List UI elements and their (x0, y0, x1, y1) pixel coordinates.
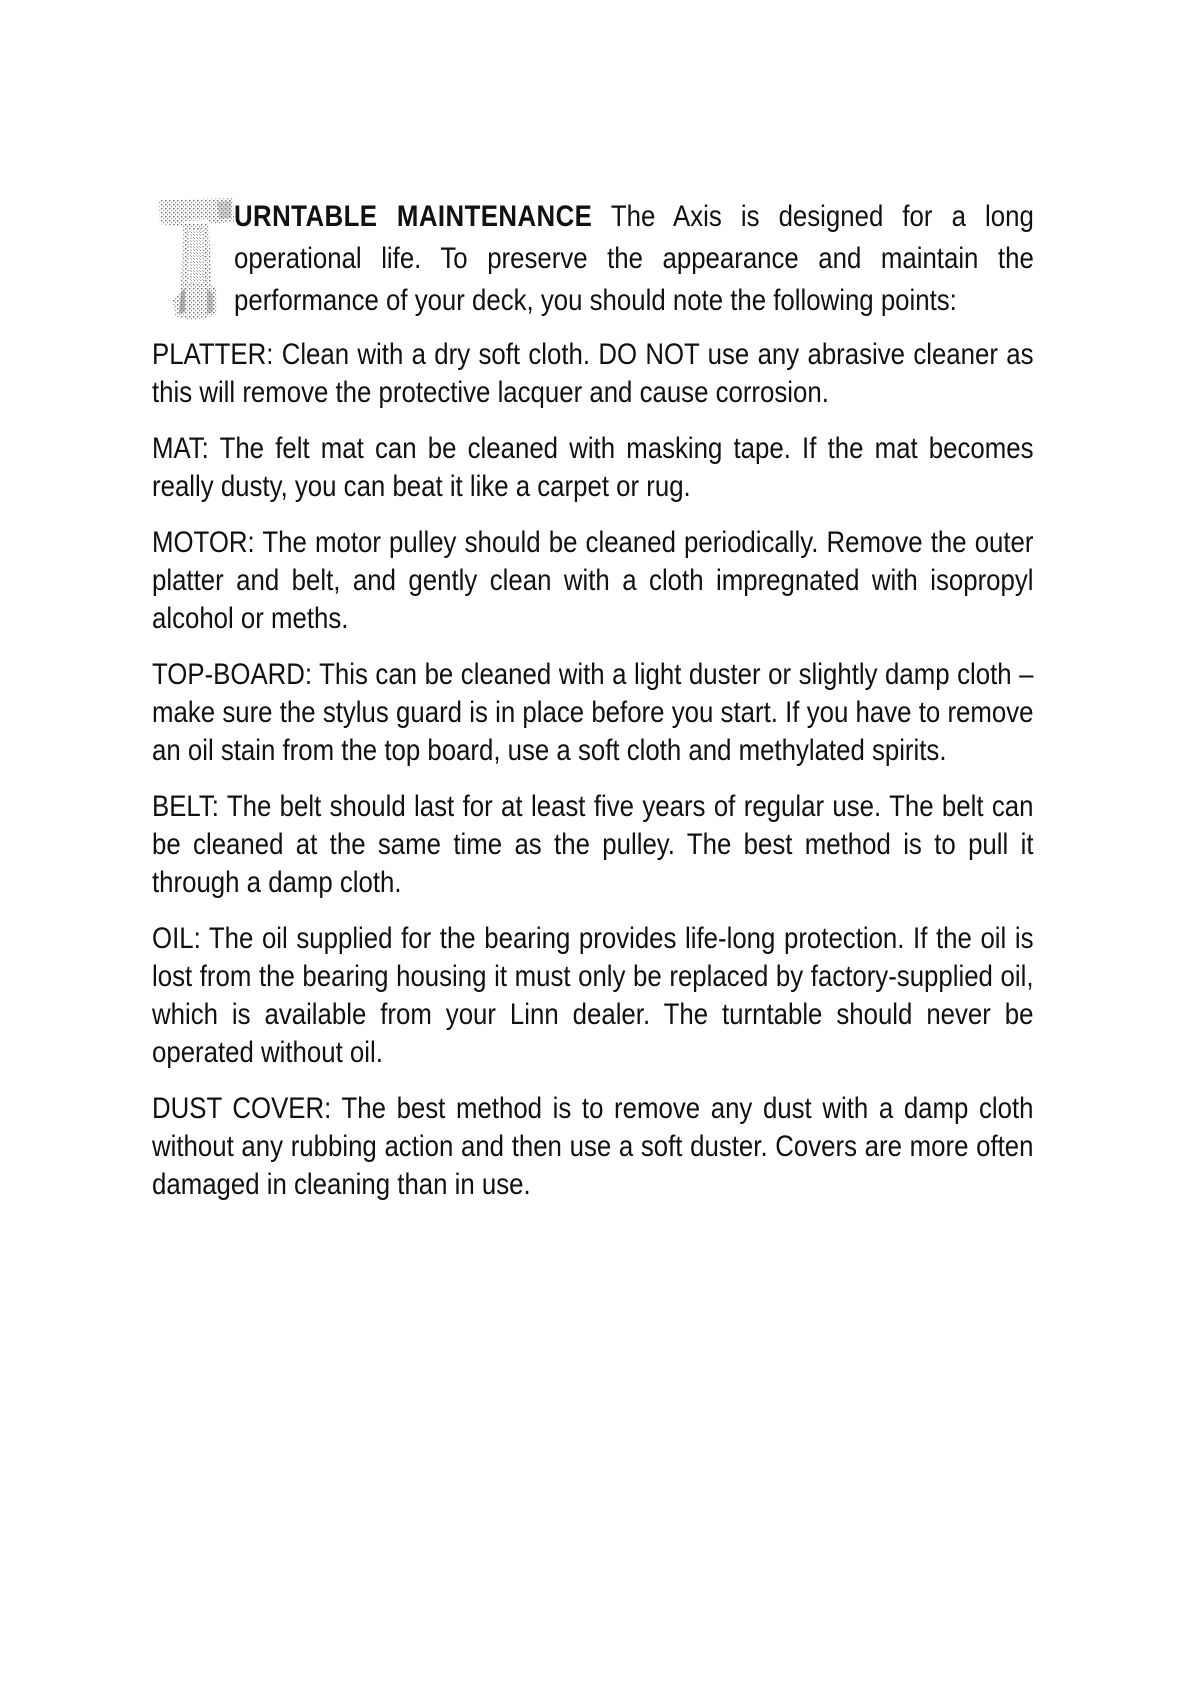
document-body (152, 196, 1032, 1222)
section-text: Clean with a dry soft cloth. DO NOT use any abrasive cleaner as this will remove the protective lacquer and cause corrosion. (152, 338, 1034, 409)
section-label: MAT: (152, 432, 209, 465)
intro-body: The Axis is designed for a long operational life. To preserve the appearance and maintain the performance of your deck, you should note the following points: (234, 200, 1034, 317)
page-heading: URNTABLE MAINTENANCE (234, 200, 593, 233)
section-text: The belt should last for at least five years of regular use. The belt can be cleaned at the same time as the pulley. The best method is to pull it through a damp cloth. (152, 790, 1034, 899)
section-mat (152, 430, 1034, 506)
section-label: MOTOR: (152, 526, 255, 559)
section-oil (152, 920, 1034, 1072)
section-text: The motor pulley should be cleaned periodically. Remove the outer platter and belt, and gently clean with a cloth impregnated with isopropyl alcohol or meths. (152, 526, 1034, 635)
section-label: DUST COVER: (152, 1092, 332, 1125)
section-text: This can be cleaned with a light duster or slightly damp cloth – make sure the stylus guard is in place before you start. If you have to remove an oil stain from the top board, use a soft cloth and methylated spirits. (152, 658, 1034, 767)
intro-text (234, 196, 1034, 322)
section-text: The felt mat can be cleaned with masking tape. If the mat becomes really dusty, you can beat it like a carpet or rug. (152, 432, 1034, 503)
section-text: The best method is to remove any dust with a damp cloth without any rubbing action and then use a soft duster. Covers are more often damaged in cleaning than in use. (152, 1092, 1034, 1201)
intro-paragraph (152, 196, 1032, 330)
section-belt (152, 788, 1034, 902)
section-label: BELT: (152, 790, 219, 823)
section-dust-cover (152, 1090, 1034, 1204)
dropcap-letter-t (157, 196, 235, 322)
section-text: The oil supplied for the bearing provides life-long protection. If the oil is lost from the bearing housing it must only be replaced by factory-supplied oil, which is available from your Linn dealer. The turntable should never be operated without oil. (152, 922, 1034, 1069)
section-label: OIL: (152, 922, 201, 955)
section-platter (152, 336, 1034, 412)
section-top-board (152, 656, 1034, 770)
section-motor (152, 524, 1034, 638)
section-label: PLATTER: (152, 338, 274, 371)
section-label: TOP-BOARD: (152, 658, 313, 691)
